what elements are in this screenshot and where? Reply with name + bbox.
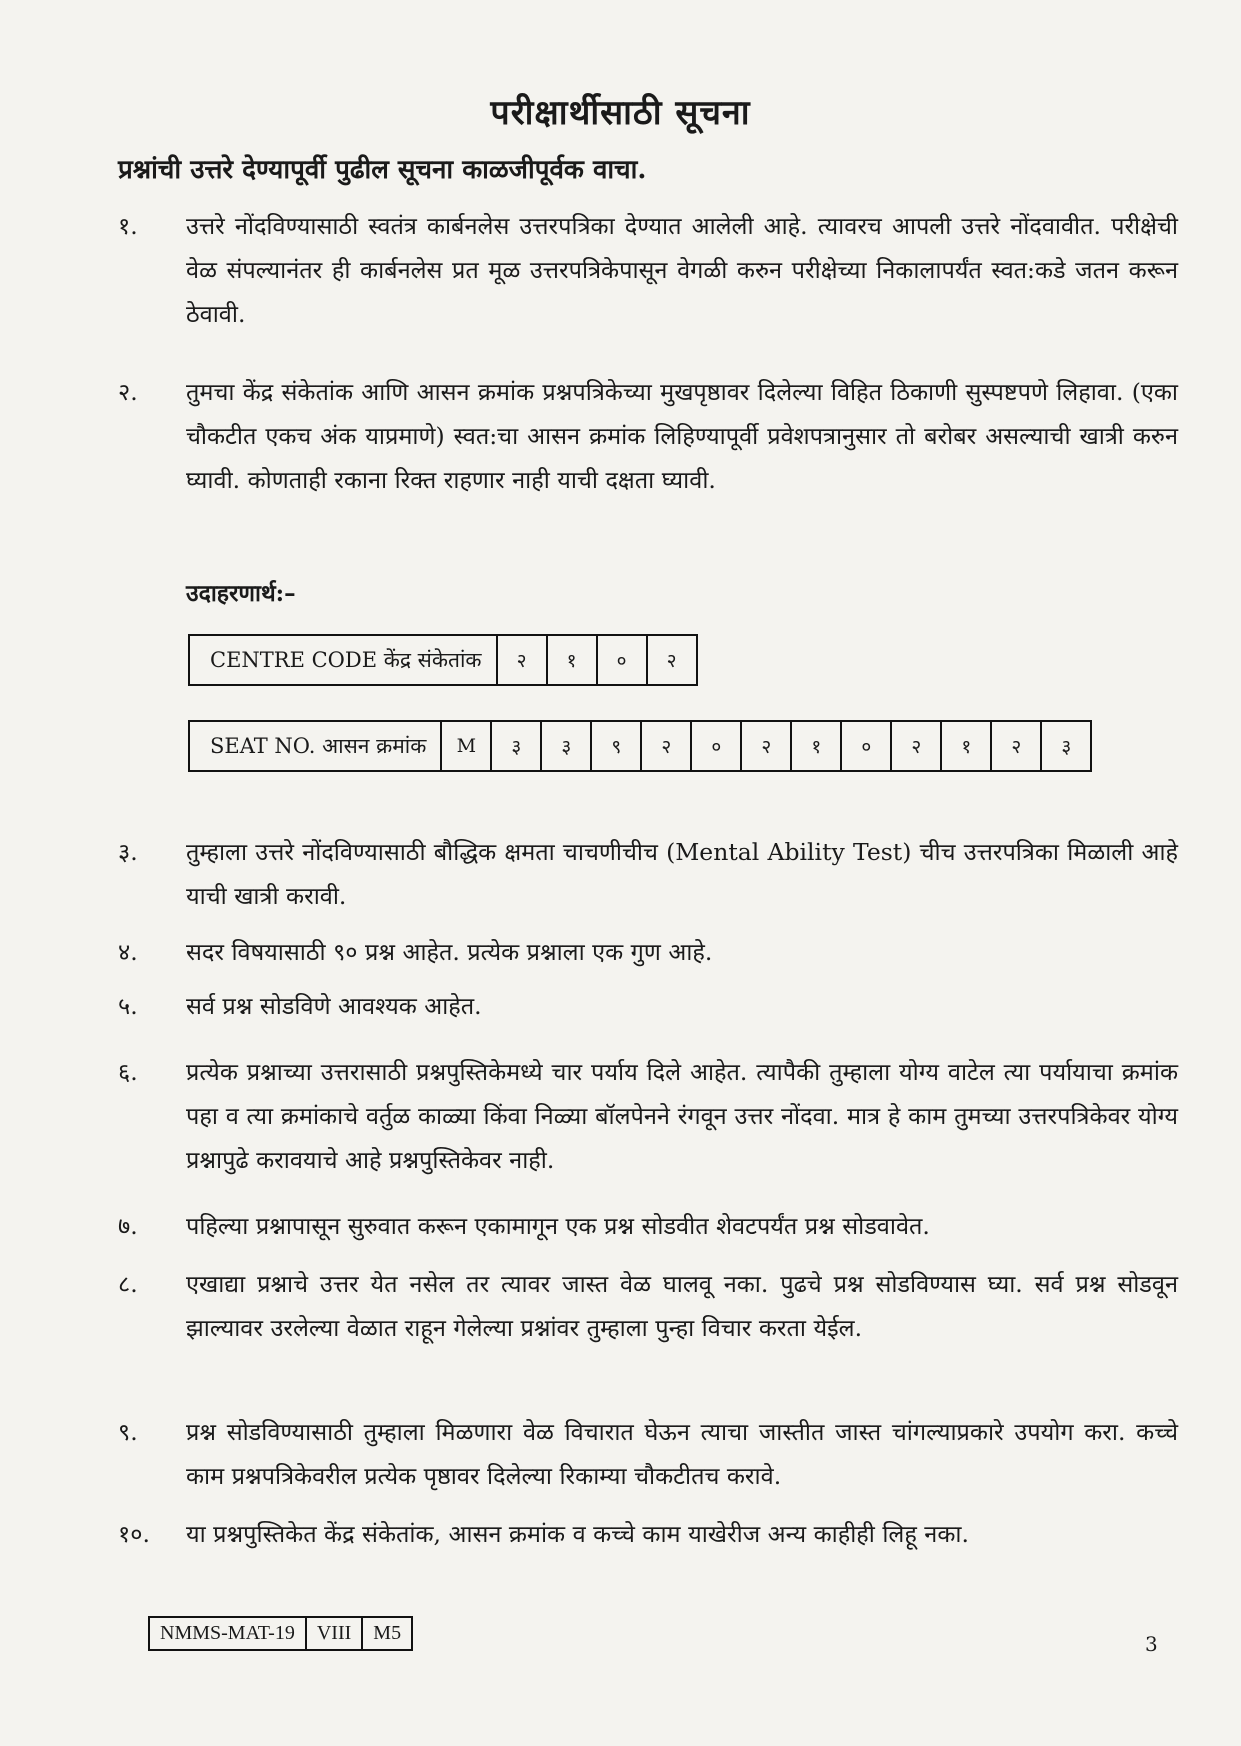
instruction-text: तुम्हाला उत्तरे नोंदविण्यासाठी बौद्धिक क्षमता चाचणीचीच (Mental Ability Test) चीच उत्तरपत्रिका मिळाली आहे याची खात्री करावी.: [186, 838, 1178, 910]
seat-number-char: ९: [591, 721, 641, 771]
instruction-number: ८.: [118, 1270, 138, 1298]
seat-number-char: ३: [1041, 721, 1091, 771]
page-subtitle: प्रश्नांची उत्तरे देण्यापूर्वी पुढील सूचना काळजीपूर्वक वाचा.: [118, 155, 647, 185]
instruction-item: [118, 1050, 1178, 1182]
instruction-item: [118, 1262, 1178, 1350]
centre-code-label: CENTRE CODE केंद्र संकेतांक: [189, 635, 497, 685]
paper-code-part: NMMS-MAT-19: [150, 1618, 307, 1649]
paper-code-part: M5: [373, 1622, 402, 1644]
instruction-text: उत्तरे नोंदविण्यासाठी स्वतंत्र कार्बनलेस उत्तरपत्रिका देण्यात आलेली आहे. त्यावरच आपली उत्तरे नोंदवावीत. परीक्षेची वेळ संपल्यानंतर ही कार्बनलेस प्रत मूळ उत्तरपत्रिकेपासून वेगळी करुन परीक्षेच्या निकालापर्यंत स्वत:कडे जतन करून ठेवावी.: [186, 212, 1178, 328]
instruction-number: २.: [118, 378, 138, 406]
instruction-number: १.: [118, 212, 138, 240]
paper-code-box: [148, 1616, 413, 1651]
page-number: 3: [1145, 1632, 1158, 1656]
instruction-text: प्रश्न सोडविण्यासाठी तुम्हाला मिळणारा वेळ विचारात घेऊन त्याचा जास्तीत जास्त चांगल्याप्रकारे उपयोग करा. कच्चे काम प्रश्नपत्रिकेवरील प्रत्येक पृष्ठावर दिलेल्या रिकाम्या चौकटीतच करावे.: [186, 1418, 1178, 1490]
instruction-text: सदर विषयासाठी ९० प्रश्न आहेत. प्रत्येक प्रश्नाला एक गुण आहे.: [186, 938, 713, 966]
seat-number-table: [188, 720, 1092, 772]
instruction-number: ९.: [118, 1418, 138, 1446]
instruction-text: सर्व प्रश्न सोडविणे आवश्यक आहेत.: [186, 992, 482, 1020]
seat-number-char: ३: [491, 721, 541, 771]
seat-number-char: M: [441, 721, 491, 771]
instruction-item: [118, 984, 1178, 1028]
instruction-item: [118, 1512, 1178, 1556]
instruction-item: [118, 204, 1178, 336]
seat-number-char: २: [741, 721, 791, 771]
instruction-text: एखाद्या प्रश्नाचे उत्तर येत नसेल तर त्यावर जास्त वेळ घालवू नका. पुढचे प्रश्न सोडविण्यास घ्या. सर्व प्रश्न सोडवून झाल्यावर उरलेल्या वेळात राहून गेलेल्या प्रश्नांवर तुम्हाला पुन्हा विचार करता येईल.: [186, 1270, 1178, 1342]
centre-code-digit: २: [647, 635, 697, 685]
seat-number-char: ०: [691, 721, 741, 771]
instruction-number: ६.: [118, 1058, 138, 1086]
instruction-item: [118, 370, 1178, 502]
seat-number-char: १: [941, 721, 991, 771]
seat-number-char: ०: [841, 721, 891, 771]
instruction-item: [118, 930, 1178, 974]
seat-number-char: २: [891, 721, 941, 771]
seat-number-char: ३: [541, 721, 591, 771]
centre-code-digit: १: [547, 635, 597, 685]
seat-number-label: SEAT NO. आसन क्रमांक: [189, 721, 441, 771]
instruction-number: ४.: [118, 938, 138, 966]
instruction-text: या प्रश्नपुस्तिकेत केंद्र संकेतांक, आसन क्रमांक व कच्चे काम याखेरीज अन्य काहीही लिहू नका.: [186, 1520, 969, 1548]
page-title: परीक्षार्थीसाठी सूचना: [490, 93, 751, 133]
instruction-text: तुमचा केंद्र संकेतांक आणि आसन क्रमांक प्रश्नपत्रिकेच्या मुखपृष्ठावर दिलेल्या विहित ठिकाणी सुस्पष्टपणे लिहावा. (एका चौकटीत एकच अंक याप्रमाणे) स्वत:चा आसन क्रमांक लिहिण्यापूर्वी प्रवेशपत्रानुसार तो बरोबर असल्याची खात्री करुन घ्यावी. कोणताही रकाना रिक्त राहणार नाही याची दक्षता घ्यावी.: [186, 378, 1178, 494]
instruction-item: [118, 1204, 1178, 1248]
seat-number-char: १: [791, 721, 841, 771]
instruction-number: १०.: [118, 1520, 150, 1548]
centre-code-table: [188, 634, 698, 686]
instruction-text: पहिल्या प्रश्नापासून सुरुवात करून एकामागून एक प्रश्न सोडवीत शेवटपर्यंत प्रश्न सोडवावेत.: [186, 1212, 930, 1240]
seat-number-char: २: [991, 721, 1041, 771]
seat-number-char: २: [641, 721, 691, 771]
centre-code-digit: २: [497, 635, 547, 685]
instruction-text: प्रत्येक प्रश्नाच्या उत्तरासाठी प्रश्नपुस्तिकेमध्ये चार पर्याय दिले आहेत. त्यापैकी तुम्हाला योग्य वाटेल त्या पर्यायाचा क्रमांक पहा व त्या क्रमांकाचे वर्तुळ काळ्या किंवा निळ्या बॉलपेनने रंगवून उत्तर नोंदवा. मात्र हे काम तुमच्या उत्तरपत्रिकेवर योग्य प्रश्नापुढे करावयाचे आहे प्रश्नपुस्तिकेवर नाही.: [186, 1058, 1178, 1174]
instruction-item: [118, 1410, 1178, 1498]
instruction-item: [118, 830, 1178, 918]
instruction-number: ३.: [118, 838, 138, 866]
example-label: उदाहरणार्थ:–: [186, 580, 296, 607]
paper-code-part: VIII: [307, 1618, 363, 1649]
instruction-number: ७.: [118, 1212, 138, 1240]
centre-code-digit: ०: [597, 635, 647, 685]
instruction-number: ५.: [118, 992, 138, 1020]
